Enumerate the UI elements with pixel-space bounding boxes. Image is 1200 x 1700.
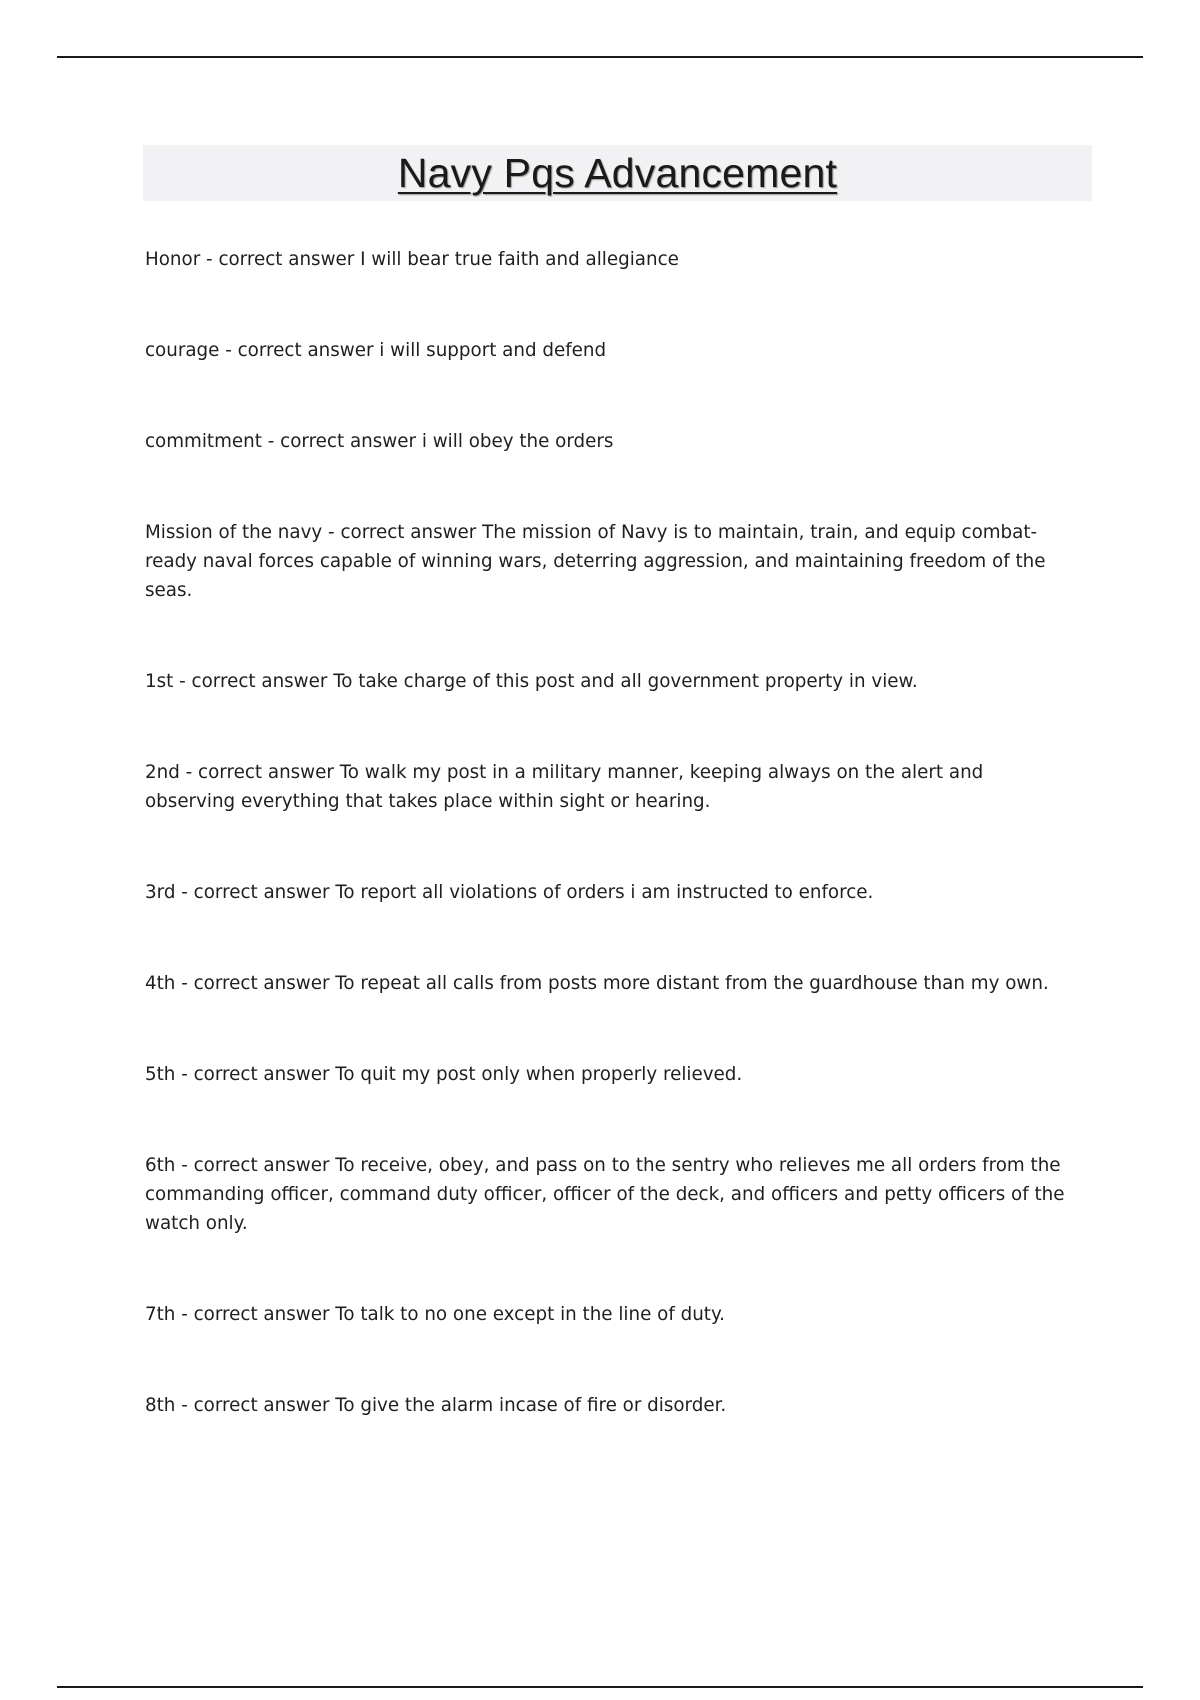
entry-answer: The mission of Navy is to maintain, train, and equip combat-ready naval forces capable of winning wars, deterring aggression, and maintaining freedom of the seas.	[145, 522, 1046, 601]
entry-separator: - correct answer	[175, 1064, 336, 1085]
entry-term: 2nd	[145, 762, 180, 783]
qa-entry-7th-order	[145, 1300, 1075, 1329]
entry-separator: - correct answer	[179, 762, 340, 783]
entry-term: 3rd	[145, 882, 176, 903]
qa-entry-courage	[145, 336, 1075, 365]
entry-answer: I will bear true faith and allegiance	[360, 249, 679, 270]
entry-answer: i will obey the orders	[421, 431, 614, 452]
qa-entry-6th-order	[145, 1151, 1075, 1238]
qa-entry-1st-order	[145, 667, 1075, 696]
entry-answer: To report all violations of orders i am instructed to enforce.	[335, 882, 874, 903]
page-title: Navy Pqs Advancement	[397, 149, 838, 196]
entry-term: courage	[145, 340, 220, 361]
qa-entry-commitment	[145, 427, 1075, 456]
entry-term: Mission of the navy	[145, 522, 323, 543]
entry-answer: To receive, obey, and pass on to the sentry who relieves me all orders from the commanding officer, command duty officer, officer of the deck, and officers and petty officers of the watch only.	[145, 1155, 1065, 1234]
entry-term: Honor	[145, 249, 201, 270]
entry-answer: To take charge of this post and all government property in view.	[333, 671, 918, 692]
qa-list	[145, 245, 1075, 1482]
entry-separator: - correct answer	[175, 882, 336, 903]
entry-answer: i will support and defend	[379, 340, 607, 361]
entry-term: 4th	[145, 973, 176, 994]
entry-separator: - correct answer	[200, 249, 361, 270]
entry-answer: To quit my post only when properly relieved.	[335, 1064, 743, 1085]
entry-term: 7th	[145, 1304, 176, 1325]
entry-term: 5th	[145, 1064, 176, 1085]
entry-separator: - correct answer	[175, 1304, 336, 1325]
entry-answer: To talk to no one except in the line of duty.	[335, 1304, 725, 1325]
top-divider	[57, 56, 1143, 58]
qa-entry-5th-order	[145, 1060, 1075, 1089]
qa-entry-3rd-order	[145, 878, 1075, 907]
entry-separator: - correct answer	[173, 671, 334, 692]
entry-separator: - correct answer	[175, 1155, 336, 1176]
qa-entry-8th-order	[145, 1391, 1075, 1420]
entry-separator: - correct answer	[322, 522, 483, 543]
qa-entry-honor	[145, 245, 1075, 274]
qa-entry-2nd-order	[145, 758, 1075, 816]
entry-separator: - correct answer	[219, 340, 380, 361]
entry-term: 6th	[145, 1155, 176, 1176]
entry-term: 8th	[145, 1395, 176, 1416]
entry-term: commitment	[145, 431, 262, 452]
entry-separator: - correct answer	[261, 431, 422, 452]
bottom-divider	[57, 1686, 1143, 1688]
entry-answer: To repeat all calls from posts more distant from the guardhouse than my own.	[335, 973, 1049, 994]
entry-separator: - correct answer	[175, 973, 336, 994]
entry-term: 1st	[145, 671, 174, 692]
entry-answer: To walk my post in a military manner, keeping always on the alert and observing everything that takes place within sight or hearing.	[145, 762, 984, 812]
qa-entry-4th-order	[145, 969, 1075, 998]
entry-answer: To give the alarm incase of fire or disorder.	[335, 1395, 727, 1416]
qa-entry-mission	[145, 518, 1075, 605]
entry-separator: - correct answer	[175, 1395, 336, 1416]
title-banner	[143, 145, 1092, 201]
